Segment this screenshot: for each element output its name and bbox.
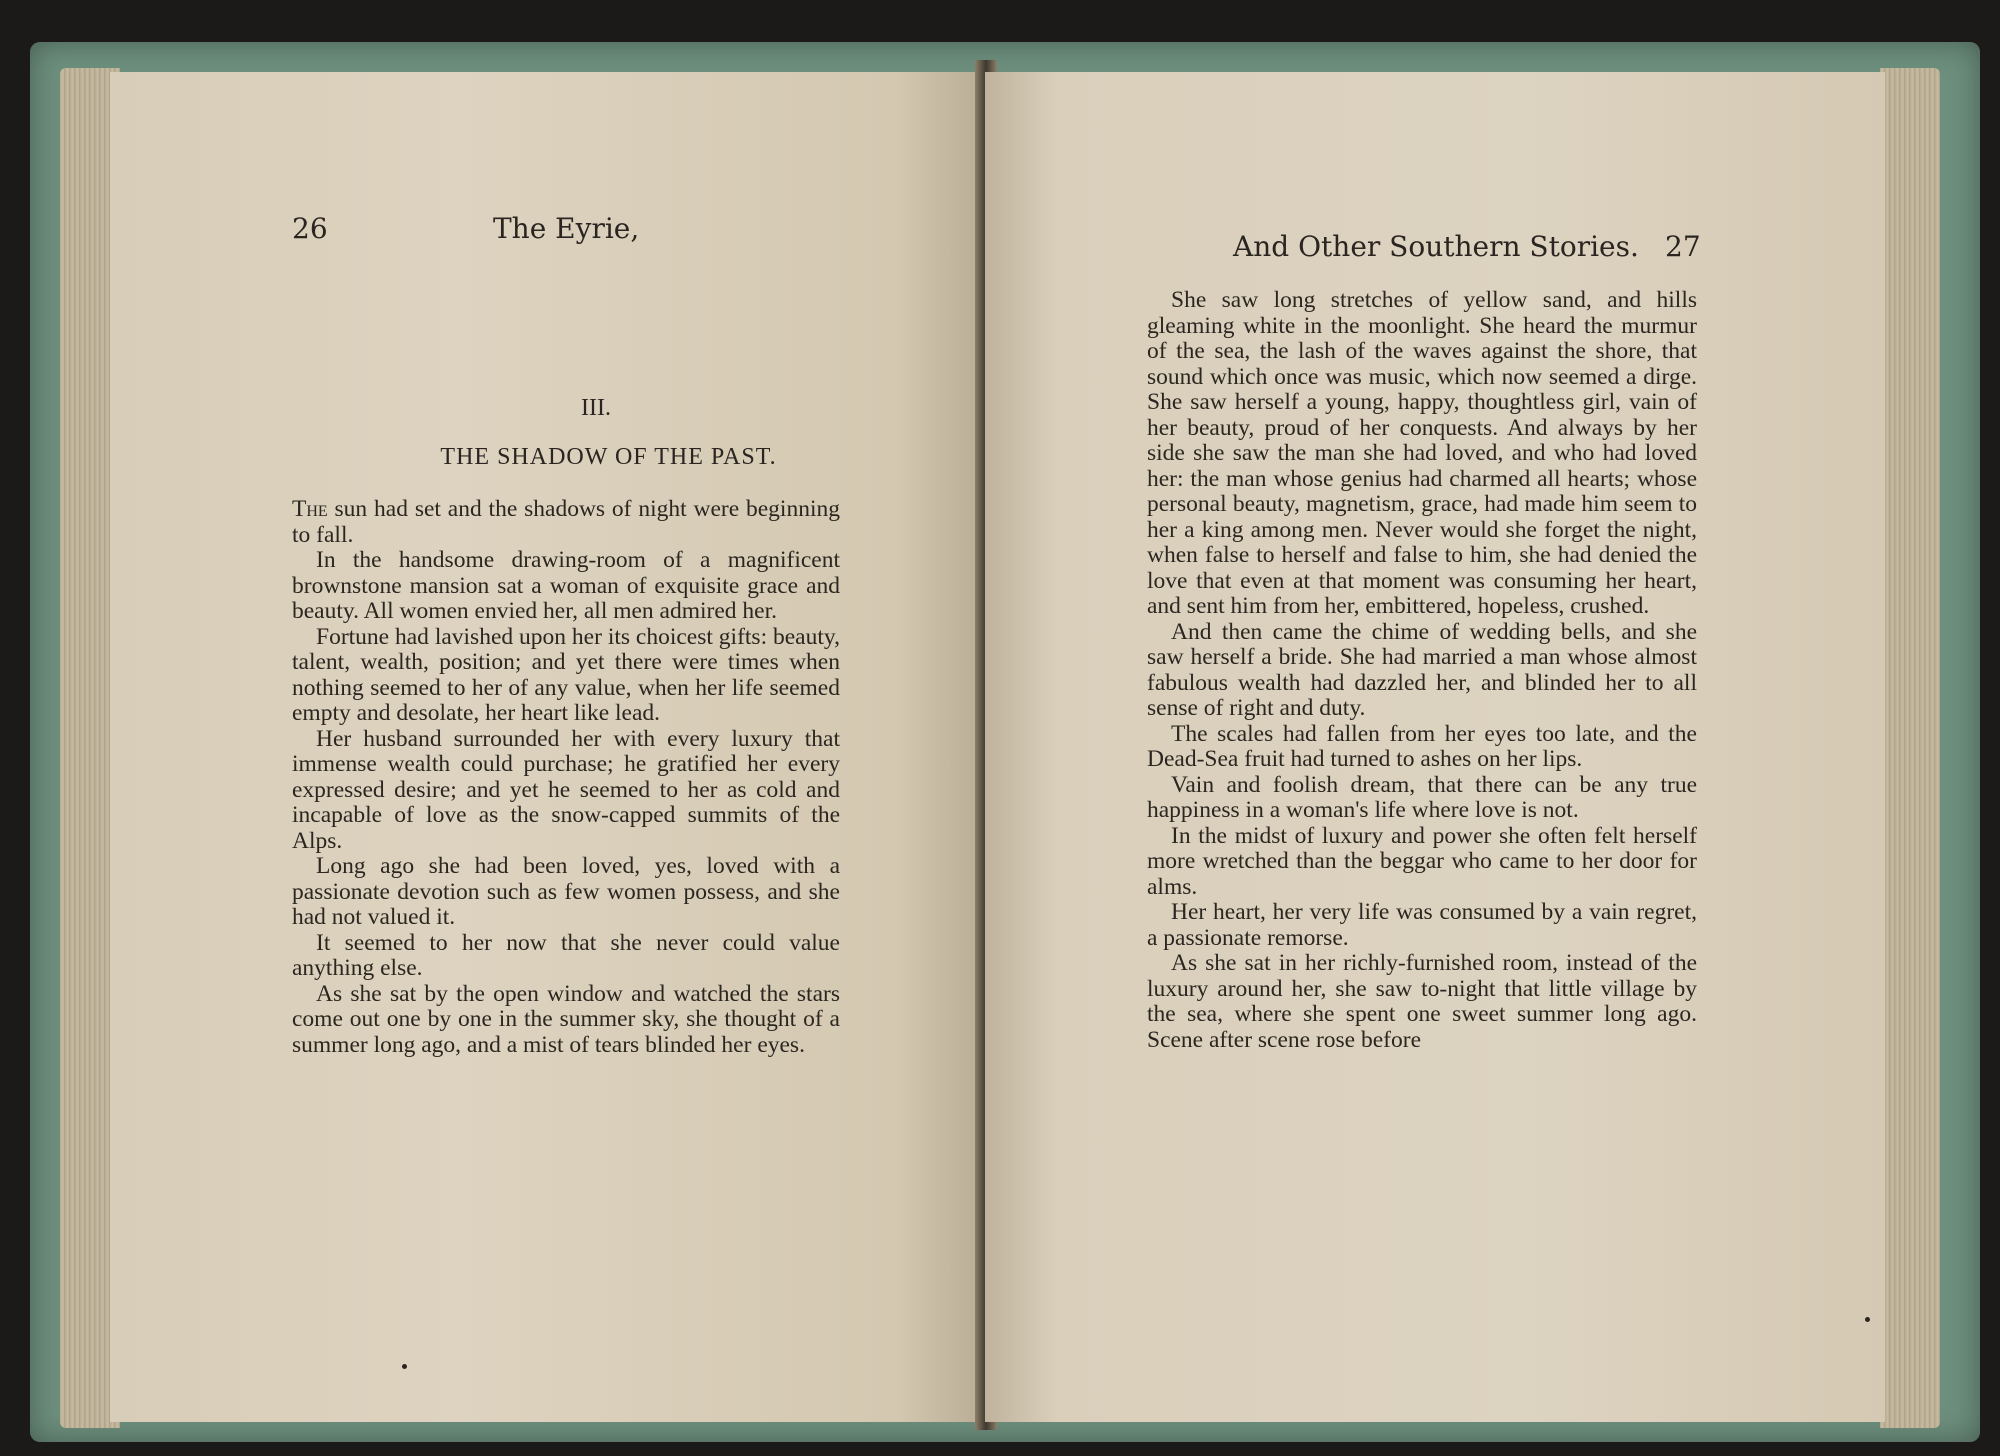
left-page — [110, 72, 982, 1422]
left-running-head: The Eyrie, — [493, 212, 640, 245]
ink-speck — [402, 1364, 407, 1369]
paragraph: And then came the chime of wedding bells, and she saw herself a bride. She had married a man whose almost fabulous wealth had dazzled her, and blinded her to all sense of right and duty. — [1147, 618, 1697, 721]
paragraph: As she sat in her richly-furnished room, instead of the luxury around her, she saw to-night that little village by the sea, where she spent one sweet summer long ago. Scene after scene rose before — [1147, 950, 1697, 1053]
paragraph: In the midst of luxury and power she often felt herself more wretched than the beggar who came to her door for alms. — [1147, 822, 1697, 900]
right-page — [985, 72, 1885, 1422]
paragraph: Her husband surrounded her with every luxury that immense wealth could purchase; he gratified her every expressed desire; and yet he seemed to her as cold and incapable of love as the snow-capped summits of the Alps. — [292, 725, 840, 854]
paragraph: In the handsome drawing-room of a magnificent brownstone mansion sat a woman of exquisite grace and beauty. All women envied her, all men admired her. — [292, 547, 840, 624]
chapter-number: III. — [581, 395, 611, 421]
left-page-number: 26 — [292, 212, 328, 245]
opening-word: The — [292, 496, 328, 522]
paragraph: Fortune had lavished upon her its choicest gifts: beauty, talent, wealth, position; and yet there were times when nothing seemed to her of any value, when her life seemed empty and desolate, her heart like lead. — [292, 623, 840, 726]
paragraph: As she sat by the open window and watched the stars come out one by one in the summer sky, she thought of a summer long ago, and a mist of tears blinded her eyes. — [292, 980, 840, 1058]
paragraph: Long ago she had been loved, yes, loved with a passionate devotion such as few women possess, and she had not valued it. — [292, 853, 840, 930]
right-page-number: 27 — [1665, 230, 1701, 263]
chapter-title: THE SHADOW OF THE PAST. — [440, 444, 777, 470]
paragraph — [292, 497, 840, 548]
paragraph: She saw long stretches of yellow sand, and hills gleaming white in the moonlight. She heard the murmur of the sea, the lash of the waves against the shore, that sound which once was music, which now seemed a dirge. She saw herself a young, happy, thoughtless girl, vain of her beauty, proud of her conquests. And always by her side she saw the man she had loved, and who had loved her: the man whose genius had charmed all hearts; whose personal beauty, magnetism, grace, had made him seem to her a king among men. Never would she forget the night, when false to herself and false to him, she had denied the love that even at that moment was consuming her heart, and sent him from her, embittered, hopeless, crushed. — [1147, 287, 1697, 619]
paragraph-text: sun had set and the shadows of night were beginning to fall. — [292, 496, 840, 548]
right-running-head: And Other Southern Stories. — [1233, 230, 1639, 263]
right-body-text — [1147, 288, 1697, 1053]
left-body-text — [292, 497, 840, 1058]
ink-speck — [1865, 1317, 1870, 1322]
page-edges-right — [1880, 68, 1940, 1428]
paragraph: Her heart, her very life was consumed by a vain regret, a passionate remorse. — [1147, 899, 1697, 951]
paragraph: The scales had fallen from her eyes too late, and the Dead-Sea fruit had turned to ashes on her lips. — [1147, 720, 1697, 772]
paragraph: It seemed to her now that she never could value anything else. — [292, 929, 840, 981]
paragraph: Vain and foolish dream, that there can be any true happiness in a woman's life where love is not. — [1147, 771, 1697, 823]
